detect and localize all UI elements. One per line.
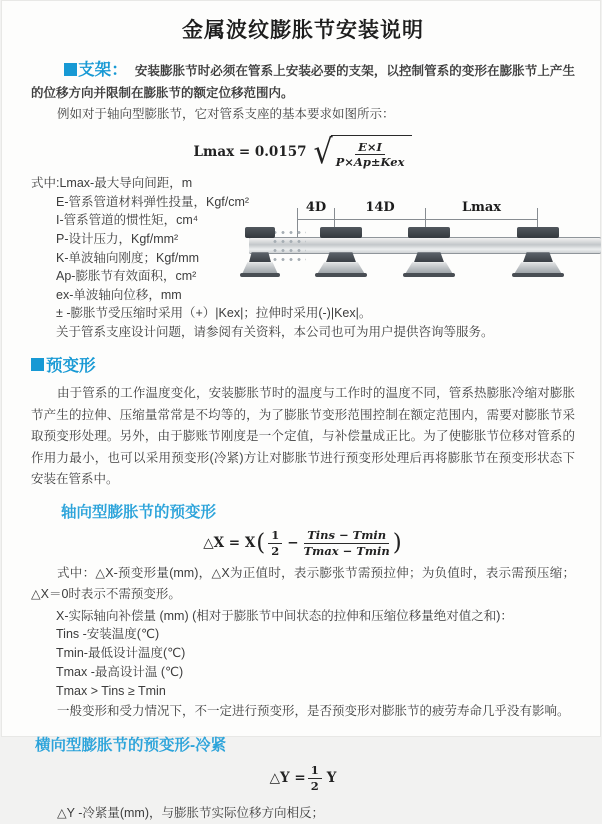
definitions-and-figure — [31, 174, 575, 342]
section-bullet-icon — [64, 63, 77, 76]
axial-definitions — [31, 607, 575, 701]
lateral-predeform-heading: 横向型膨胀节的预变形-冷紧 — [35, 736, 227, 754]
radicand — [331, 135, 413, 170]
support-saddle — [414, 252, 444, 262]
radical-icon: √ — [313, 133, 333, 173]
support-saddle — [326, 252, 356, 262]
definition-line: I-管系管道的惯性矩，cm⁴ — [56, 213, 199, 228]
fraction-denominator: 2 — [271, 543, 280, 558]
right-paren: ) — [392, 529, 402, 556]
lateral-predeform-formula — [31, 764, 575, 793]
formula-lhs: △Y = — [269, 770, 306, 787]
definition-line: ± -膨胀节受压缩时采用（+）|Kex|；拉伸时采用(-)|Kex|。 — [56, 306, 372, 321]
pipe-guide-support — [514, 227, 562, 279]
fraction-denominator: 2 — [310, 778, 319, 793]
pipe-anchor-support — [236, 227, 284, 279]
definition-line: Tmax > Tins ≥ Tmin — [56, 683, 166, 698]
dimension-label-4d: 4D — [305, 200, 327, 216]
fraction-numerator: 1 — [268, 529, 282, 544]
temperature-fraction — [304, 529, 390, 558]
support-saddle — [523, 252, 553, 262]
support-base-rim — [315, 273, 367, 277]
left-paren: ( — [256, 529, 266, 556]
dimension-label-lmax: Lmax — [461, 200, 502, 216]
definition-line: Tins -安装温度(℃) — [56, 627, 160, 642]
one-half-fraction — [308, 764, 322, 793]
support-base-rim — [512, 273, 564, 277]
definition-line: Tmax -最高设计温 (℃) — [56, 664, 184, 679]
definition-line: Ap-膨胀节有效面积，cm² — [56, 269, 197, 284]
definition-line: X-实际轴向补偿量 (mm) (相对于膨胀节中间状态的拉伸和压缩位移量绝对值之和)： — [56, 608, 513, 623]
definition-line: 式中:Lmax-最大导向间距，m — [31, 176, 193, 191]
formula-lhs: Lmax = 0.0157 — [193, 143, 307, 160]
axial-predeform-formula — [31, 529, 575, 558]
predeform-body: 由于管系的工作温度变化，安装膨胀节时的温度与工作时的温度不同，管系热膨胀冷缩对膨胀节产生的拉伸、压缩量常常是不均等的，为了膨胀节变形范围控制在额定范围内，需要对膨胀节采取预变形处理。另外，由于膨账节刚度是一个定值，与补偿量成正比。为了使膨胀节位移对管系的作用力最小，也可以采用预变形(冷紧)方让对膨胀节进行预变形处理后再将膨胀节在预变形状态下安装在管系中。 — [31, 386, 575, 487]
support-example-line: 例如对于轴向型膨胀节，它对管系支座的基本要求如图所示： — [57, 107, 395, 121]
support-clamp — [408, 227, 450, 238]
axial-note: 一般变形和受力情况下，不一定进行预变形，是否预变形对膨胀节的疲劳寿命几乎没有影响。 — [57, 704, 570, 719]
pipe-guide-support — [405, 227, 453, 279]
support-clamp — [517, 227, 559, 238]
one-half-fraction — [268, 529, 282, 558]
definition-line: Tmin-最低设计温度(℃) — [56, 646, 186, 661]
lmax-formula — [31, 133, 575, 173]
lateral-note: △Y -冷紧量(mm)，与膨胀节实际位移方向相反； — [57, 805, 325, 820]
support-clamp — [320, 227, 362, 238]
dimension-label-14d: 14D — [365, 200, 395, 216]
definition-line: ex-单波轴向位移，mm — [56, 287, 182, 302]
support-base-rim — [403, 273, 455, 277]
predeform-heading-text: 预变形 — [46, 357, 96, 376]
predeform-section-heading — [31, 352, 575, 376]
definition-line: K-单波轴向刚度；Kgf/mm — [56, 250, 200, 265]
support-base-rim — [240, 273, 280, 277]
formula-denominator: P×Ap±Kex — [335, 155, 405, 170]
formula-numerator: E×I — [355, 141, 385, 156]
definition-line: E-管系管道材料弹性投量，Kgf/cm² — [56, 194, 250, 209]
fraction-numerator: 1 — [308, 764, 322, 779]
pipe-support-diagram — [246, 200, 602, 296]
section-bullet-icon — [31, 358, 44, 371]
fraction-numerator: Tins − Tmin — [304, 529, 389, 544]
support-section-intro — [31, 60, 575, 104]
support-intro-text: 安装膨胀节时必须在管系上安装必要的支架，以控制管系的变形在膨胀节上产生的位移方向并限制在膨胀节的额定位移范围内。 — [31, 64, 575, 100]
formula-rhs: Y — [326, 770, 337, 787]
definition-line: 关于管系支座设计问题，请参阅有关资料，本公司也可为用户提供咨询等服务。 — [56, 325, 494, 339]
pipe-guide-support — [317, 227, 365, 279]
definition-line: P-设计压力，Kgf/mm² — [56, 232, 179, 247]
support-clamp — [245, 227, 275, 238]
page-title: 金属波纹膨胀节安装说明 — [182, 19, 424, 42]
formula-lhs: △X = X — [203, 535, 256, 552]
minus-operator: − — [287, 535, 299, 552]
support-saddle — [249, 252, 271, 262]
axial-explanation: 式中：△X-预变形量(mm)，△X为正值时，表示膨张节需预拉伸；为负值时，表示需预压缩；△X＝0时表示不需预变形。 — [31, 565, 575, 601]
fraction-denominator: Tmax − Tmin — [303, 543, 390, 558]
document-page — [1, 0, 601, 820]
axial-predeform-heading: 轴向型膨胀节的预变形 — [61, 503, 217, 521]
support-section-heading: 支架： — [78, 61, 128, 79]
